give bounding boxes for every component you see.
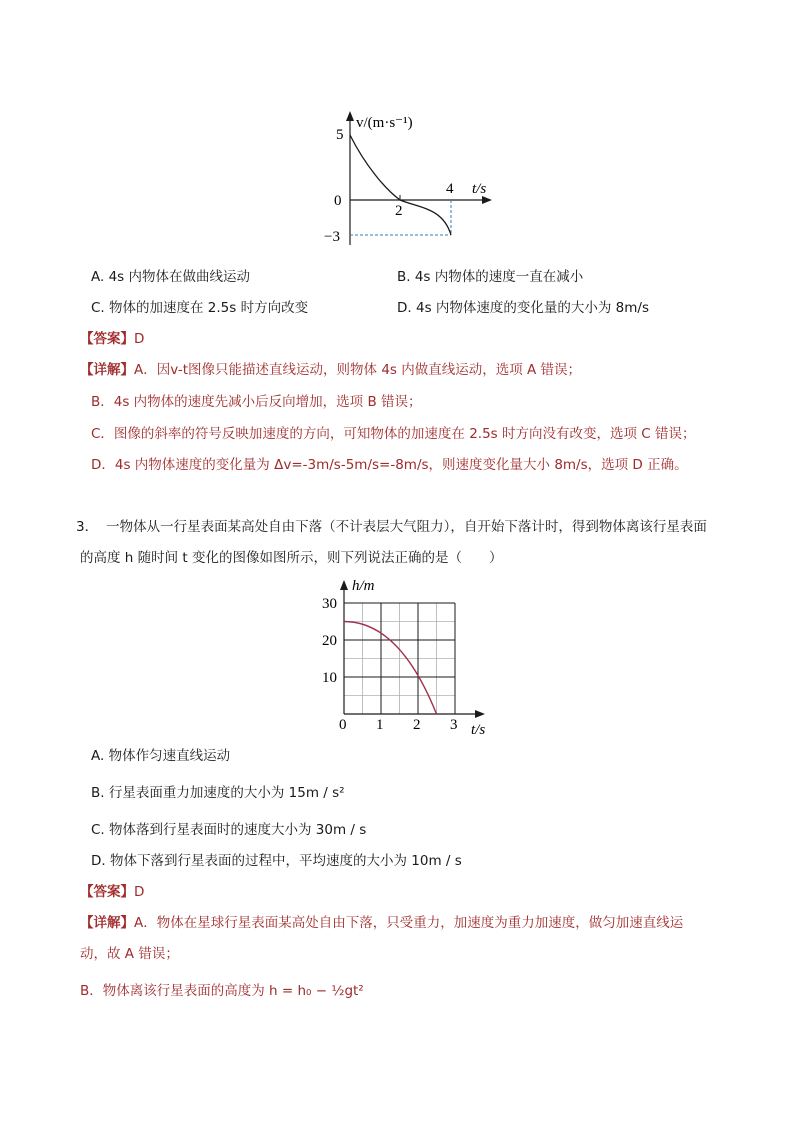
q3-answer-label: 【答案】 xyxy=(80,884,134,900)
q2-option-d: D. 4s 内物体速度的变化量的大小为 8m/s xyxy=(397,300,650,316)
q2-option-a: A. 4s 内物体在做曲线运动 xyxy=(91,269,250,285)
vt-y-label: v/(m·s⁻¹) xyxy=(356,115,413,131)
q2-option-b: B. 4s 内物体的速度一直在减小 xyxy=(397,269,584,285)
vt-y-arrow xyxy=(346,111,354,121)
q3-option-a: A. 物体作匀速直线运动 xyxy=(91,748,231,764)
vt-tick-label-0: 0 xyxy=(334,193,342,209)
q3-stem-line2: 的高度 h 随时间 t 变化的图像如图所示，则下列说法正确的是（ ） xyxy=(80,550,503,566)
q2-detail-c: C．图像的斜率的符号反映加速度的方向，可知物体的加速度在 2.5s 时方向没有改变，选项 C 错误； xyxy=(91,426,696,442)
q3-detail-a1-text: A．物体在星球行星表面某高处自由下落，只受重力，加速度为重力加速度，做匀加速直线运 xyxy=(134,915,684,931)
ht-tick-x3: 3 xyxy=(450,717,458,733)
vt-x-label: t/s xyxy=(472,181,487,197)
q3-option-b: B. 行星表面重力加速度的大小为 15m / s² xyxy=(91,785,345,801)
ht-tick-10: 10 xyxy=(322,670,337,686)
q3-answer-value: D xyxy=(134,884,145,900)
q2-detail-a xyxy=(80,361,581,379)
ht-tick-20: 20 xyxy=(322,633,337,649)
vt-tick-label-5: 5 xyxy=(336,127,344,143)
q3-detail-label: 【详解】 xyxy=(80,915,134,931)
q3-option-c: C. 物体落到行星表面时的速度大小为 30m / s xyxy=(91,822,367,838)
q2-answer-value: D xyxy=(134,331,145,347)
ht-x-arrow xyxy=(475,710,485,718)
vt-tick-label-neg3: −3 xyxy=(324,229,340,245)
q3-stem-line1-text: 一物体从一行星表面某高处自由下落（不计表层大气阻力），自开始下落计时，得到物体离该行星表面 xyxy=(106,519,707,535)
q2-option-c: C. 物体的加速度在 2.5s 时方向改变 xyxy=(91,300,309,316)
ht-curve xyxy=(344,622,437,715)
ht-y-arrow xyxy=(340,580,348,590)
ht-tick-30: 30 xyxy=(322,596,337,612)
vt-x-arrow xyxy=(482,196,492,204)
ht-x-label: t/s xyxy=(471,722,486,738)
q3-detail-a2: 动，故 A 错误； xyxy=(80,946,179,962)
q2-detail-b: B．4s 内物体的速度先减小后反向增加，选项 B 错误； xyxy=(91,394,422,410)
ht-tick-x2: 2 xyxy=(413,717,421,733)
ht-y-label: h/m xyxy=(352,578,375,594)
vt-tick-label-2: 2 xyxy=(395,203,403,219)
q3-stem-line1 xyxy=(76,518,707,536)
ht-grid-minor xyxy=(344,603,455,714)
vt-tick-label-4: 4 xyxy=(446,181,454,197)
q2-answer-label: 【答案】 xyxy=(80,331,134,347)
q2-detail-a-text: A．因v-t图像只能描述直线运动，则物体 4s 内做直线运动，选项 A 错误； xyxy=(134,362,582,378)
q3-answer xyxy=(80,883,144,901)
q2-answer xyxy=(80,330,144,348)
q3-option-d: D. 物体下落到行星表面的过程中，平均速度的大小为 10m / s xyxy=(91,853,462,869)
ht-tick-x1: 1 xyxy=(376,717,384,733)
ht-tick-x0: 0 xyxy=(339,717,347,733)
q2-detail-d: D．4s 内物体速度的变化量为 Δv=-3m/s-5m/s=-8m/s，则速度变化量大小 8m/s，选项 D 正确。 xyxy=(91,457,688,473)
q3-detail-a1 xyxy=(80,914,683,932)
q3-detail-b: B．物体离该行星表面的高度为 h = h₀ − ½gt² xyxy=(80,983,364,999)
vt-curve xyxy=(350,135,451,235)
q3-number: 3． xyxy=(76,519,99,535)
vt-graph xyxy=(320,105,500,250)
ht-graph xyxy=(318,576,498,741)
q2-detail-label: 【详解】 xyxy=(80,362,134,378)
